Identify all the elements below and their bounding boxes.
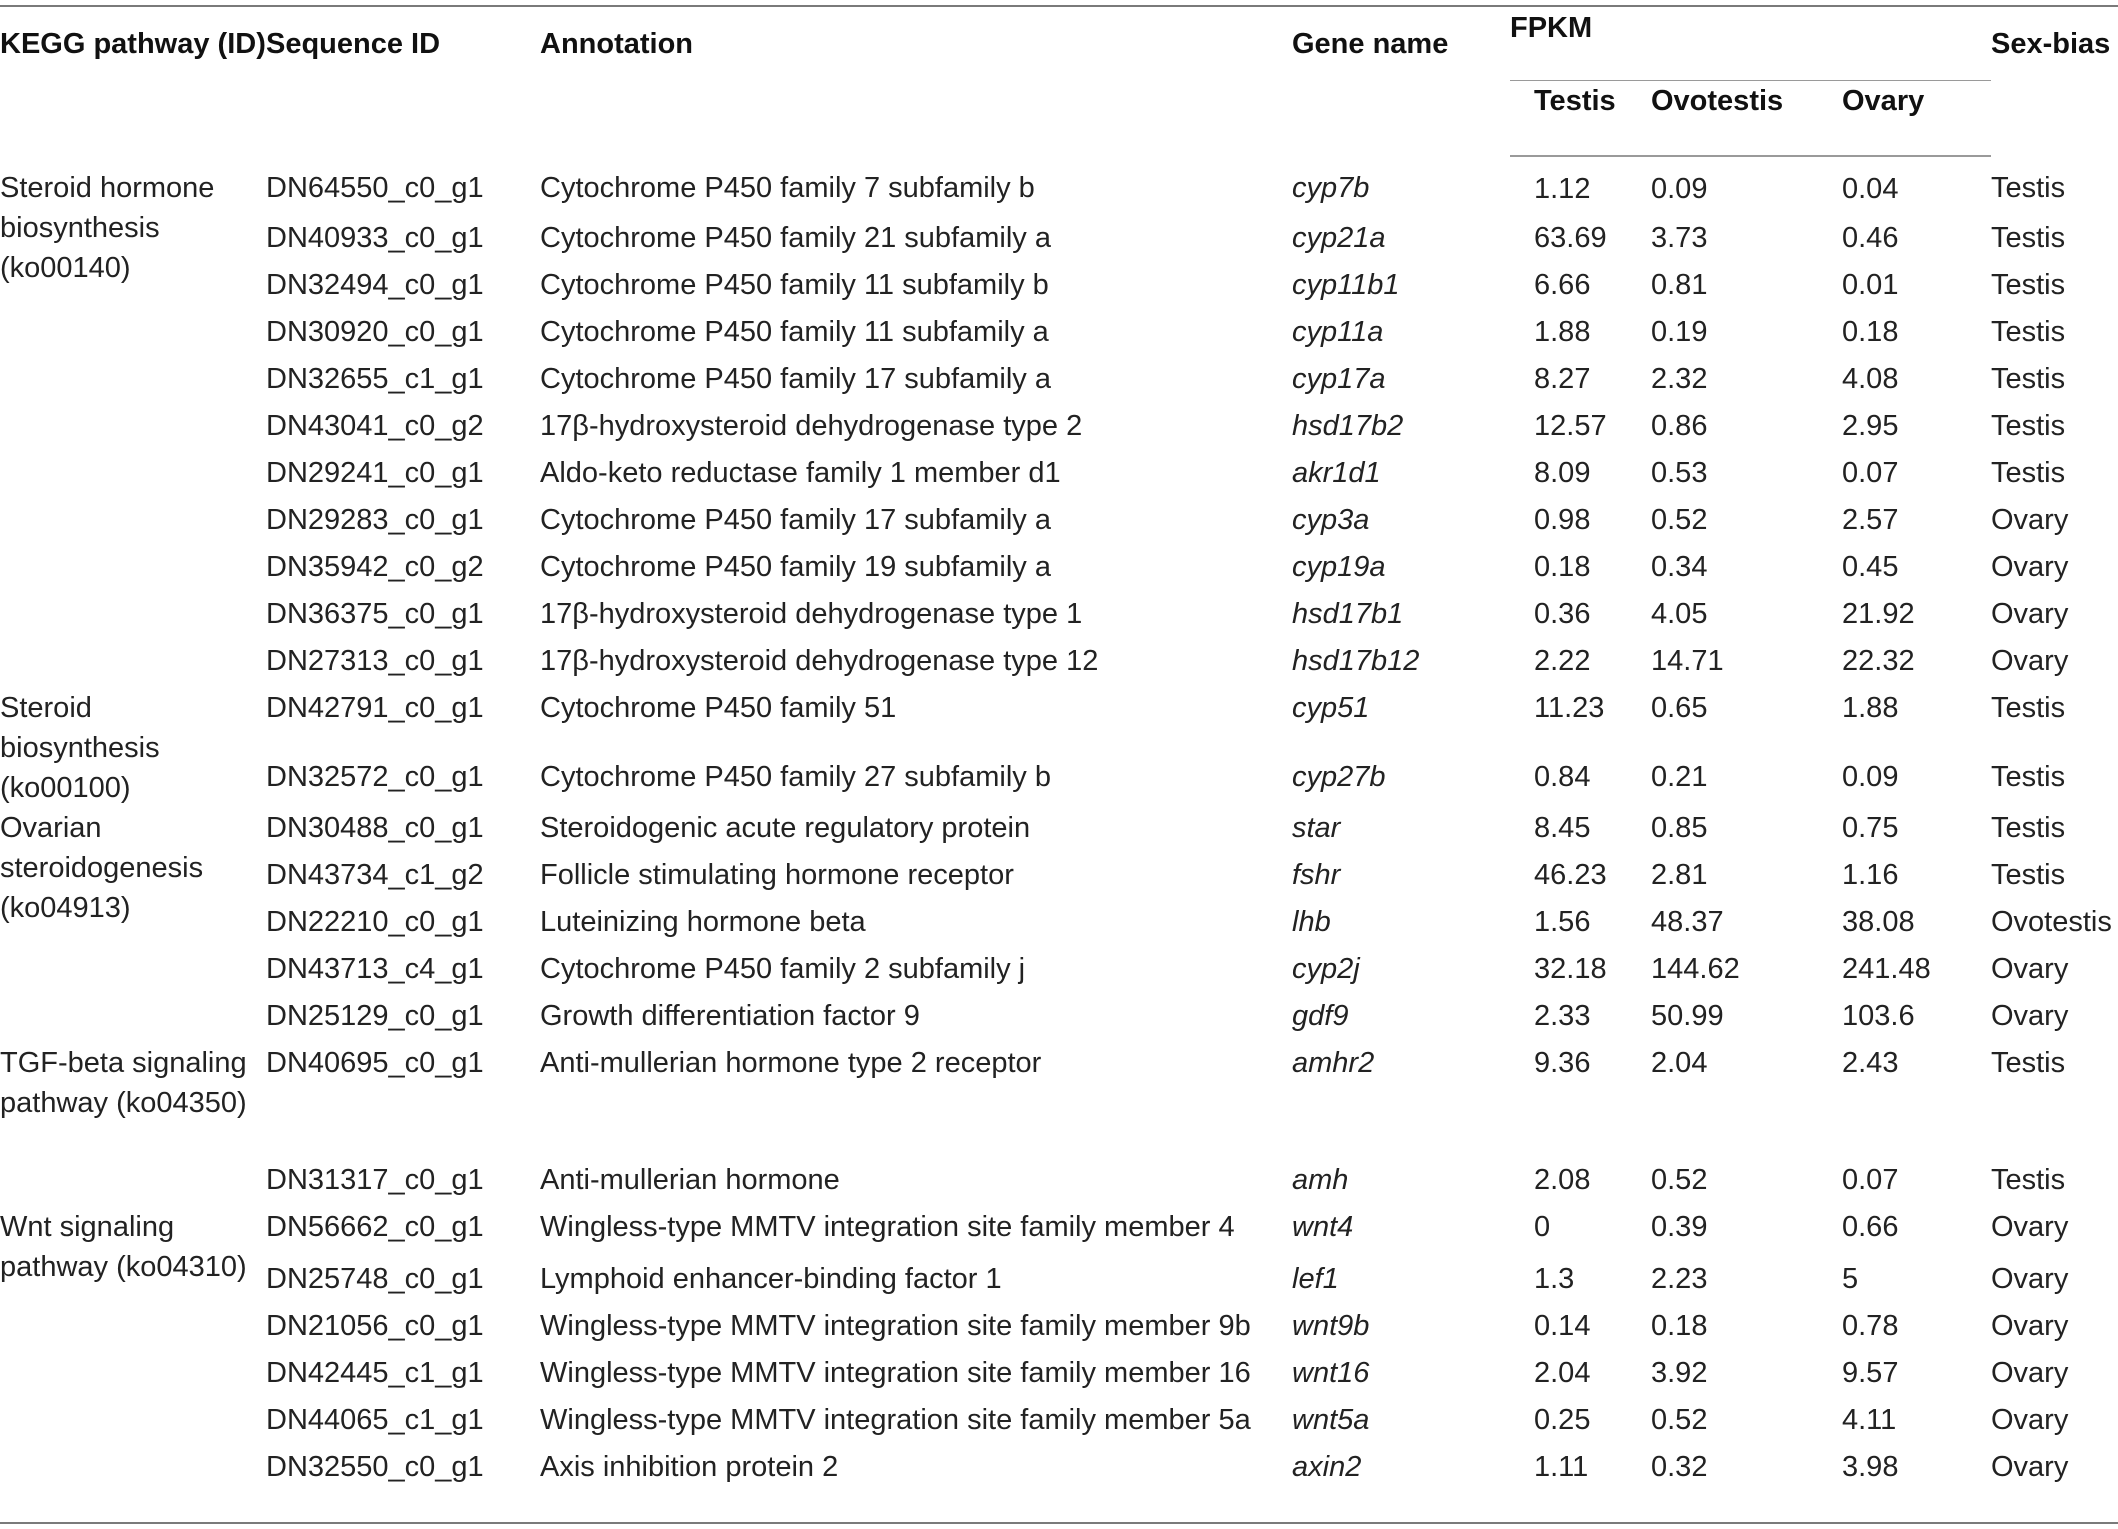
fpkm-testis-cell: 2.08 — [1534, 1164, 1591, 1196]
header-ovary-label: Ovary — [1842, 84, 1925, 117]
fpkm-testis-cell: 0 — [1534, 1211, 1551, 1243]
gene-name-cell: cyp19a — [1292, 551, 1386, 583]
header-ovotestis-label: Ovotestis — [1651, 84, 1784, 117]
fpkm-ovotestis-cell: 0.34 — [1651, 551, 1708, 583]
sex-bias-cell: Testis — [1991, 457, 2066, 489]
fpkm-ovotestis-cell: 2.81 — [1651, 859, 1708, 891]
pathway-cell: Ovarian steroidogenesis (ko04913) — [0, 812, 204, 924]
table-row — [0, 547, 2118, 594]
annotation-cell: Cytochrome P450 family 17 subfamily a — [540, 504, 1051, 536]
annotation-cell: Cytochrome P450 family 7 subfamily b — [540, 172, 1035, 204]
sequence-id-cell: DN35942_c0_g2 — [266, 551, 484, 583]
fpkm-ovary-cell: 0.01 — [1842, 269, 1899, 301]
fpkm-ovary-cell: 2.57 — [1842, 504, 1899, 536]
fpkm-ovary-cell: 38.08 — [1842, 906, 1915, 938]
fpkm-testis-cell: 2.22 — [1534, 645, 1591, 677]
fpkm-ovary-cell: 21.92 — [1842, 598, 1915, 630]
sequence-id-cell: DN40933_c0_g1 — [266, 222, 484, 254]
fpkm-ovotestis-cell: 0.81 — [1651, 269, 1708, 301]
fpkm-ovary-cell: 4.11 — [1842, 1404, 1897, 1436]
gene-expression-table — [0, 8, 2118, 1494]
pathway-cell: Steroid biosynthesis (ko00100) — [0, 692, 160, 804]
sex-bias-cell: Testis — [1991, 410, 2066, 442]
fpkm-ovary-cell: 0.78 — [1842, 1310, 1899, 1342]
sex-bias-cell: Testis — [1991, 761, 2066, 794]
annotation-cell: Axis inhibition protein 2 — [540, 1451, 839, 1483]
gene-name-cell: cyp27b — [1292, 761, 1386, 794]
table-row — [0, 1043, 2118, 1160]
pathway-cell: Steroid hormone biosynthesis (ko00140) — [0, 172, 215, 284]
sex-bias-cell: Ovary — [1991, 1310, 2069, 1342]
fpkm-testis-cell: 2.33 — [1534, 1000, 1591, 1032]
annotation-cell: Cytochrome P450 family 27 subfamily b — [540, 761, 1051, 794]
annotation-cell: Wingless-type MMTV integration site family member 4 — [540, 1211, 1235, 1243]
header-sex-bias: Sex-bias — [1991, 28, 2111, 60]
fpkm-ovotestis-cell: 2.23 — [1651, 1263, 1708, 1295]
gene-name-cell: cyp21a — [1292, 222, 1386, 254]
table-row — [0, 359, 2118, 406]
fpkm-ovotestis-cell: 0.09 — [1651, 173, 1708, 205]
fpkm-testis-cell: 1.56 — [1534, 906, 1591, 938]
sequence-id-cell: DN32494_c0_g1 — [266, 269, 484, 301]
annotation-cell: Luteinizing hormone beta — [540, 906, 866, 938]
fpkm-ovary-cell: 1.16 — [1842, 859, 1899, 891]
gene-name-cell: wnt5a — [1292, 1404, 1370, 1436]
annotation-cell: Cytochrome P450 family 21 subfamily a — [540, 222, 1051, 254]
sequence-id-cell: DN22210_c0_g1 — [266, 906, 484, 938]
sequence-id-cell: DN30488_c0_g1 — [266, 812, 484, 844]
fpkm-ovary-cell: 0.66 — [1842, 1211, 1899, 1243]
sequence-id-cell: DN29283_c0_g1 — [266, 504, 484, 536]
sequence-id-cell: DN64550_c0_g1 — [266, 172, 484, 204]
gene-name-cell: cyp17a — [1292, 363, 1386, 395]
sequence-id-cell: DN25748_c0_g1 — [266, 1263, 484, 1295]
sequence-id-cell: DN30920_c0_g1 — [266, 316, 484, 348]
annotation-cell: Wingless-type MMTV integration site family member 5a — [540, 1404, 1251, 1436]
annotation-cell: Growth differentiation factor 9 — [540, 1000, 920, 1032]
sex-bias-cell: Testis — [1991, 316, 2066, 348]
sex-bias-cell: Testis — [1991, 363, 2066, 395]
table-row — [0, 1353, 2118, 1400]
annotation-cell: 17β-hydroxysteroid dehydrogenase type 1 — [540, 598, 1083, 630]
table-body — [0, 156, 2118, 1494]
fpkm-testis-cell: 1.11 — [1534, 1451, 1589, 1483]
header-testis — [1510, 80, 1651, 156]
annotation-cell: Steroidogenic acute regulatory protein — [540, 812, 1031, 844]
fpkm-ovary-cell: 0.45 — [1842, 551, 1899, 583]
sequence-id-cell: DN21056_c0_g1 — [266, 1310, 484, 1342]
gene-name-cell: fshr — [1292, 859, 1341, 891]
fpkm-ovotestis-cell: 0.65 — [1651, 692, 1708, 724]
fpkm-ovotestis-cell: 4.05 — [1651, 598, 1708, 630]
annotation-cell: Cytochrome P450 family 11 subfamily b — [540, 269, 1049, 301]
fpkm-testis-cell: 11.23 — [1534, 692, 1605, 724]
fpkm-testis-cell: 8.09 — [1534, 457, 1591, 489]
fpkm-ovotestis-cell: 0.39 — [1651, 1211, 1708, 1243]
sex-bias-cell: Ovary — [1991, 1211, 2069, 1243]
sequence-id-cell: DN31317_c0_g1 — [266, 1164, 484, 1196]
sex-bias-cell: Ovary — [1991, 551, 2069, 583]
fpkm-ovary-cell: 9.57 — [1842, 1357, 1899, 1389]
gene-name-cell: wnt16 — [1292, 1357, 1370, 1389]
fpkm-ovotestis-cell: 0.52 — [1651, 504, 1708, 536]
table-row — [0, 996, 2118, 1043]
header-pathway: KEGG pathway (ID) — [0, 28, 266, 60]
header-row-1 — [0, 8, 2118, 80]
sex-bias-cell: Ovary — [1991, 598, 2069, 630]
sex-bias-cell: Ovotestis — [1991, 906, 2112, 938]
sex-bias-cell: Testis — [1991, 1164, 2066, 1196]
gene-name-cell: axin2 — [1292, 1451, 1362, 1483]
annotation-cell: Aldo-keto reductase family 1 member d1 — [540, 457, 1061, 489]
sequence-id-cell: DN43041_c0_g2 — [266, 410, 484, 442]
table-row — [0, 949, 2118, 996]
fpkm-testis-cell: 0.18 — [1534, 551, 1591, 583]
sex-bias-cell: Ovary — [1991, 1404, 2069, 1436]
fpkm-ovary-cell: 2.43 — [1842, 1047, 1899, 1079]
gene-name-cell: hsd17b1 — [1292, 598, 1404, 630]
table-row — [0, 453, 2118, 500]
gene-name-cell: wnt4 — [1292, 1211, 1354, 1243]
table-row — [0, 406, 2118, 453]
fpkm-ovotestis-cell: 2.04 — [1651, 1047, 1708, 1079]
annotation-cell: Cytochrome P450 family 11 subfamily a — [540, 316, 1049, 348]
fpkm-testis-cell: 9.36 — [1534, 1047, 1591, 1079]
fpkm-ovary-cell: 2.95 — [1842, 410, 1899, 442]
annotation-cell: Cytochrome P450 family 17 subfamily a — [540, 363, 1051, 395]
sex-bias-cell: Ovary — [1991, 1357, 2069, 1389]
sex-bias-cell: Testis — [1991, 1047, 2066, 1079]
fpkm-ovotestis-cell: 0.32 — [1651, 1451, 1708, 1483]
header-ovotestis — [1651, 80, 1842, 156]
table-row — [0, 688, 2118, 757]
pathway-cell: Wnt signaling pathway (ko04310) — [0, 1211, 247, 1283]
fpkm-ovotestis-cell: 50.99 — [1651, 1000, 1724, 1032]
gene-name-cell: gdf9 — [1292, 1000, 1349, 1032]
header-fpkm-label: FPKM — [1510, 12, 1593, 44]
gene-name-cell: amhr2 — [1292, 1047, 1375, 1079]
fpkm-testis-cell: 1.12 — [1534, 173, 1591, 205]
fpkm-ovary-cell: 5 — [1842, 1263, 1859, 1295]
sex-bias-cell: Testis — [1991, 222, 2066, 254]
gene-name-cell: star — [1292, 812, 1341, 844]
fpkm-ovary-cell: 0.04 — [1842, 173, 1899, 205]
fpkm-ovary-cell: 4.08 — [1842, 363, 1899, 395]
gene-name-cell: cyp11a — [1292, 316, 1384, 348]
sex-bias-cell: Ovary — [1991, 953, 2069, 985]
fpkm-ovotestis-cell: 144.62 — [1651, 953, 1740, 985]
table-row — [0, 1400, 2118, 1447]
gene-name-cell: amh — [1292, 1164, 1349, 1196]
table-row — [0, 218, 2118, 265]
fpkm-ovary-cell: 3.98 — [1842, 1451, 1899, 1483]
fpkm-testis-cell: 0.98 — [1534, 504, 1591, 536]
table-row — [0, 757, 2118, 808]
header-gene-name: Gene name — [1292, 28, 1449, 60]
sex-bias-cell: Ovary — [1991, 1451, 2069, 1483]
sequence-id-cell: DN32572_c0_g1 — [266, 761, 484, 794]
table-row — [0, 902, 2118, 949]
annotation-cell: 17β-hydroxysteroid dehydrogenase type 12 — [540, 645, 1099, 677]
table-row — [0, 500, 2118, 547]
fpkm-testis-cell: 8.45 — [1534, 812, 1591, 844]
gene-name-cell: lhb — [1292, 906, 1331, 938]
fpkm-testis-cell: 0.36 — [1534, 598, 1591, 630]
fpkm-ovotestis-cell: 3.92 — [1651, 1357, 1708, 1389]
fpkm-testis-cell: 32.18 — [1534, 953, 1607, 985]
gene-name-cell: cyp51 — [1292, 692, 1370, 724]
pathway-cell: TGF-beta signaling pathway (ko04350) — [0, 1047, 247, 1119]
fpkm-ovotestis-cell: 2.32 — [1651, 363, 1708, 395]
annotation-cell: Anti-mullerian hormone type 2 receptor — [540, 1047, 1042, 1079]
fpkm-testis-cell: 46.23 — [1534, 859, 1607, 891]
fpkm-ovotestis-cell: 0.18 — [1651, 1310, 1708, 1342]
fpkm-ovotestis-cell: 0.21 — [1651, 761, 1708, 794]
gene-name-cell: cyp2j — [1292, 953, 1360, 985]
fpkm-ovotestis-cell: 0.86 — [1651, 410, 1708, 442]
fpkm-testis-cell: 2.04 — [1534, 1357, 1591, 1389]
sex-bias-cell: Ovary — [1991, 1263, 2069, 1295]
annotation-cell: 17β-hydroxysteroid dehydrogenase type 2 — [540, 410, 1083, 442]
sequence-id-cell: DN32655_c1_g1 — [266, 363, 484, 395]
sequence-id-cell: DN40695_c0_g1 — [266, 1047, 484, 1079]
fpkm-ovotestis-cell: 0.85 — [1651, 812, 1708, 844]
fpkm-testis-cell: 1.88 — [1534, 316, 1591, 348]
annotation-cell: Wingless-type MMTV integration site family member 16 — [540, 1357, 1251, 1389]
sequence-id-cell: DN43734_c1_g2 — [266, 859, 484, 891]
sequence-id-cell: DN32550_c0_g1 — [266, 1451, 484, 1483]
table-row — [0, 641, 2118, 688]
fpkm-ovary-cell: 0.09 — [1842, 761, 1899, 794]
fpkm-ovotestis-cell: 0.19 — [1651, 316, 1708, 348]
sequence-id-cell: DN42791_c0_g1 — [266, 692, 484, 724]
gene-name-cell: wnt9b — [1292, 1310, 1370, 1342]
table-row — [0, 1259, 2118, 1306]
table-row — [0, 808, 2118, 855]
header-sequence-id: Sequence ID — [266, 28, 441, 60]
fpkm-testis-cell: 8.27 — [1534, 363, 1591, 395]
fpkm-ovotestis-cell: 3.73 — [1651, 222, 1708, 254]
fpkm-ovary-cell: 22.32 — [1842, 645, 1915, 677]
sequence-id-cell: DN27313_c0_g1 — [266, 645, 484, 677]
fpkm-testis-cell: 0.84 — [1534, 761, 1591, 794]
gene-name-cell: cyp7b — [1292, 172, 1370, 204]
table-row — [0, 1207, 2118, 1259]
fpkm-testis-cell: 6.66 — [1534, 269, 1591, 301]
gene-name-cell: akr1d1 — [1292, 457, 1381, 489]
table-row — [0, 1306, 2118, 1353]
annotation-cell: Cytochrome P450 family 19 subfamily a — [540, 551, 1051, 583]
gene-name-cell: hsd17b2 — [1292, 410, 1404, 442]
fpkm-ovotestis-cell: 48.37 — [1651, 906, 1724, 938]
fpkm-ovary-cell: 103.6 — [1842, 1000, 1915, 1032]
sequence-id-cell: DN56662_c0_g1 — [266, 1211, 484, 1243]
annotation-cell: Wingless-type MMTV integration site family member 9b — [540, 1310, 1251, 1342]
fpkm-ovary-cell: 0.18 — [1842, 316, 1899, 348]
fpkm-ovary-cell: 0.75 — [1842, 812, 1899, 844]
annotation-cell: Lymphoid enhancer-binding factor 1 — [540, 1263, 1002, 1295]
sequence-id-cell: DN29241_c0_g1 — [266, 457, 484, 489]
annotation-cell: Anti-mullerian hormone — [540, 1164, 840, 1196]
annotation-cell: Cytochrome P450 family 51 — [540, 692, 897, 724]
fpkm-ovary-cell: 241.48 — [1842, 953, 1931, 985]
fpkm-ovary-cell: 1.88 — [1842, 692, 1899, 724]
sex-bias-cell: Ovary — [1991, 645, 2069, 677]
fpkm-ovotestis-cell: 0.52 — [1651, 1404, 1708, 1436]
sex-bias-cell: Ovary — [1991, 1000, 2069, 1032]
fpkm-testis-cell: 1.3 — [1534, 1263, 1575, 1295]
sequence-id-cell: DN36375_c0_g1 — [266, 598, 484, 630]
fpkm-testis-cell: 12.57 — [1534, 410, 1607, 442]
sequence-id-cell: DN43713_c4_g1 — [266, 953, 484, 985]
header-ovary — [1842, 80, 1991, 156]
annotation-cell: Cytochrome P450 family 2 subfamily j — [540, 953, 1026, 985]
fpkm-ovary-cell: 0.07 — [1842, 457, 1899, 489]
gene-name-cell: cyp11b1 — [1292, 269, 1400, 301]
sex-bias-cell: Ovary — [1991, 504, 2069, 536]
fpkm-ovotestis-cell: 0.52 — [1651, 1164, 1708, 1196]
sex-bias-cell: Testis — [1991, 859, 2066, 891]
sex-bias-cell: Testis — [1991, 172, 2066, 204]
annotation-cell: Follicle stimulating hormone receptor — [540, 859, 1014, 891]
table-row — [0, 156, 2118, 218]
gene-name-cell: hsd17b12 — [1292, 645, 1420, 677]
table-bottom-rule — [0, 1522, 2118, 1524]
fpkm-ovotestis-cell: 0.53 — [1651, 457, 1708, 489]
table-row — [0, 1447, 2118, 1494]
header-annotation: Annotation — [540, 28, 694, 60]
sequence-id-cell: DN44065_c1_g1 — [266, 1404, 484, 1436]
fpkm-testis-cell: 63.69 — [1534, 222, 1607, 254]
fpkm-ovary-cell: 0.07 — [1842, 1164, 1899, 1196]
sex-bias-cell: Testis — [1991, 692, 2066, 724]
fpkm-ovary-cell: 0.46 — [1842, 222, 1899, 254]
table-row — [0, 594, 2118, 641]
sex-bias-cell: Testis — [1991, 269, 2066, 301]
table-row — [0, 312, 2118, 359]
table-row — [0, 265, 2118, 312]
sequence-id-cell: DN25129_c0_g1 — [266, 1000, 484, 1032]
gene-name-cell: cyp3a — [1292, 504, 1370, 536]
sex-bias-cell: Testis — [1991, 812, 2066, 844]
fpkm-ovotestis-cell: 14.71 — [1651, 645, 1724, 677]
header-fpkm — [1510, 8, 1991, 80]
sequence-id-cell: DN42445_c1_g1 — [266, 1357, 484, 1389]
gene-name-cell: lef1 — [1292, 1263, 1339, 1295]
table-top-rule — [0, 5, 2118, 7]
fpkm-testis-cell: 0.14 — [1534, 1310, 1591, 1342]
fpkm-testis-cell: 0.25 — [1534, 1404, 1591, 1436]
table-row — [0, 1160, 2118, 1207]
header-testis-label: Testis — [1534, 84, 1616, 117]
table-row — [0, 855, 2118, 902]
